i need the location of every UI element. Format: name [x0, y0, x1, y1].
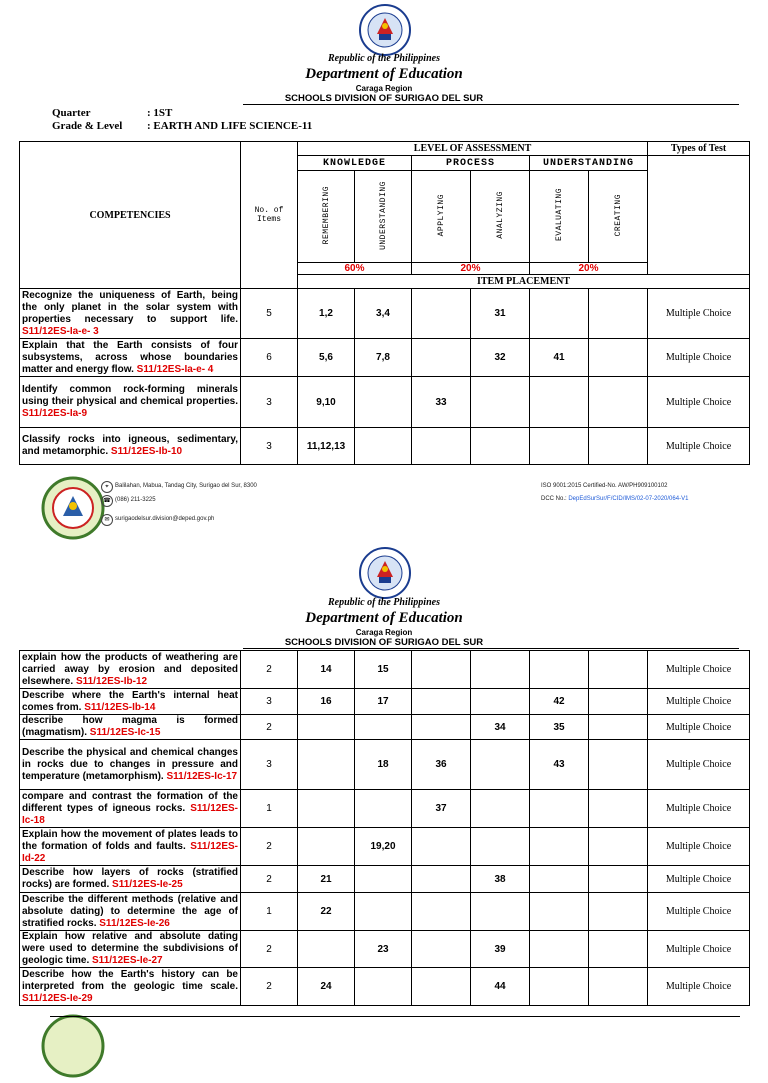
remembering-items: 9,10	[298, 377, 355, 428]
competency-row	[20, 339, 750, 377]
creating-items	[589, 715, 648, 740]
understanding-items: 17	[355, 689, 412, 715]
remembering-items: 1,2	[298, 289, 355, 339]
applying-items	[412, 651, 471, 689]
analyzing-items: 31	[471, 289, 530, 339]
tos-table-page-2	[19, 650, 750, 1006]
understanding-items	[355, 428, 412, 465]
tos-table-page-1	[19, 141, 750, 465]
analyzing-items	[471, 651, 530, 689]
competency-text: Explain how the movement of plates leads to the formation of folds and faults.	[22, 828, 238, 852]
creating-items	[589, 828, 648, 866]
items-count: 3	[241, 740, 298, 790]
competency-text: Describe how layers of rocks (stratified rocks) are formed.	[22, 867, 238, 890]
knowledge-percent: 60%	[298, 263, 412, 275]
analyzing-items	[471, 790, 530, 828]
items-count: 2	[241, 866, 298, 893]
test-type: Multiple Choice	[648, 968, 750, 1006]
creating-items	[589, 740, 648, 790]
competency-row	[20, 866, 750, 893]
republic-title-page-2: Republic of the Philippines	[328, 597, 440, 608]
creating-items	[589, 339, 648, 377]
analyzing-items: 38	[471, 866, 530, 893]
remembering-header: REMEMBERING	[321, 185, 331, 245]
competency-code: S11/12ES-Ic-18	[22, 802, 238, 826]
understanding-percent: 20%	[530, 263, 648, 275]
competency-row	[20, 651, 750, 689]
applying-items	[412, 968, 471, 1006]
competency-text: Identify common rock-forming minerals using their physical and chemical properties.	[22, 384, 238, 407]
grade-value: : EARTH AND LIFE SCIENCE-11	[147, 120, 313, 132]
footer-phone: (086) 211-3225	[115, 497, 156, 503]
competency-cell	[20, 893, 241, 931]
competency-text: Describe the different methods (relative and absolute dating) to determine the age of stratified rocks.	[22, 893, 238, 929]
evaluating-items	[530, 289, 589, 339]
test-type: Multiple Choice	[648, 740, 750, 790]
creating-header: CREATING	[613, 193, 623, 237]
items-count: 3	[241, 689, 298, 715]
test-type: Multiple Choice	[648, 689, 750, 715]
understanding-items: 23	[355, 931, 412, 968]
evaluating-items: 43	[530, 740, 589, 790]
test-type: Multiple Choice	[648, 289, 750, 339]
evaluating-items: 35	[530, 715, 589, 740]
items-count: 3	[241, 377, 298, 428]
test-type: Multiple Choice	[648, 866, 750, 893]
location-icon: ⌖	[101, 481, 113, 493]
department-title: Department of Education	[305, 66, 463, 82]
applying-items: 37	[412, 790, 471, 828]
creating-items	[589, 428, 648, 465]
evaluating-items	[530, 931, 589, 968]
remembering-items	[298, 828, 355, 866]
test-type: Multiple Choice	[648, 790, 750, 828]
competency-cell	[20, 931, 241, 968]
competency-row	[20, 289, 750, 339]
competency-cell	[20, 740, 241, 790]
evaluating-items	[530, 428, 589, 465]
competency-cell	[20, 689, 241, 715]
applying-items	[412, 289, 471, 339]
understanding-items: 3,4	[355, 289, 412, 339]
competency-row	[20, 828, 750, 866]
footer-iso: ISO 9001:2015 Certified-No. AW/PH909100102	[541, 483, 668, 489]
competency-code: S11/12ES-Id-22	[22, 840, 238, 864]
applying-items	[412, 893, 471, 931]
analyzing-items: 34	[471, 715, 530, 740]
understanding-items	[355, 893, 412, 931]
competency-code: S11/12ES-Ib-14	[84, 701, 156, 713]
footer-dcc	[541, 496, 688, 502]
process-percent: 20%	[412, 263, 530, 275]
analyzing-items	[471, 740, 530, 790]
competency-code: S11/12ES-Ie-25	[112, 879, 183, 890]
item-placement-header: ITEM PLACEMENT	[298, 275, 750, 289]
competency-code: S11/12ES-Ie-27	[92, 955, 163, 966]
understanding-items: 15	[355, 651, 412, 689]
competency-cell	[20, 828, 241, 866]
applying-items: 36	[412, 740, 471, 790]
competency-cell	[20, 651, 241, 689]
applying-items	[412, 828, 471, 866]
applying-items	[412, 866, 471, 893]
competency-cell	[20, 377, 241, 428]
items-count: 5	[241, 289, 298, 339]
test-type: Multiple Choice	[648, 339, 750, 377]
remembering-items: 11,12,13	[298, 428, 355, 465]
competency-cell	[20, 715, 241, 740]
items-count: 6	[241, 339, 298, 377]
remembering-items	[298, 740, 355, 790]
evaluating-items	[530, 968, 589, 1006]
types-header: Types of Test	[648, 142, 750, 156]
department-title-page-2: Department of Education	[305, 610, 463, 626]
applying-items: 33	[412, 377, 471, 428]
phone-icon: ☎	[101, 495, 113, 507]
creating-items	[589, 689, 648, 715]
competency-text: Describe where the Earth's internal heat comes from.	[22, 689, 238, 713]
test-type: Multiple Choice	[648, 828, 750, 866]
evaluating-items	[530, 828, 589, 866]
remembering-items	[298, 931, 355, 968]
understanding-items	[355, 377, 412, 428]
creating-items	[589, 289, 648, 339]
analyzing-items: 44	[471, 968, 530, 1006]
test-type: Multiple Choice	[648, 931, 750, 968]
competency-row	[20, 428, 750, 465]
competency-row	[20, 740, 750, 790]
understanding-items: 7,8	[355, 339, 412, 377]
evaluating-items	[530, 651, 589, 689]
analyzing-header: ANALYZING	[495, 191, 505, 239]
competency-text: Explain how relative and absolute dating were used to determine the subdivisions of geologic time.	[22, 931, 238, 966]
applying-items	[412, 931, 471, 968]
items-count: 2	[241, 828, 298, 866]
competency-cell	[20, 339, 241, 377]
competency-code: S11/12ES-Ia-e- 4	[136, 363, 214, 375]
creating-items	[589, 968, 648, 1006]
creating-items	[589, 790, 648, 828]
competency-code: S11/12ES-Ie-26	[99, 917, 170, 929]
remembering-items: 5,6	[298, 339, 355, 377]
competency-cell	[20, 968, 241, 1006]
competency-code: S11/12ES-Ic-17	[166, 770, 238, 782]
understanding-header: UNDERSTANDING	[530, 156, 648, 171]
remembering-items: 22	[298, 893, 355, 931]
quarter-value: : 1ST	[147, 107, 173, 119]
creating-items	[589, 866, 648, 893]
items-count: 3	[241, 428, 298, 465]
creating-items	[589, 651, 648, 689]
competency-text: Describe the physical and chemical changes in rocks due to changes in pressure and temperature (metamorphism).	[22, 746, 238, 782]
division-title-page-2: SCHOOLS DIVISION OF SURIGAO DEL SUR	[284, 637, 484, 648]
competency-row	[20, 715, 750, 740]
remembering-items: 14	[298, 651, 355, 689]
division-logo	[41, 476, 105, 540]
competency-code: S11/12ES-Ia-9	[22, 408, 88, 419]
understanding-items	[355, 968, 412, 1006]
test-type: Multiple Choice	[648, 651, 750, 689]
evaluating-items	[530, 893, 589, 931]
understanding-items: 18	[355, 740, 412, 790]
analyzing-items	[471, 377, 530, 428]
deped-seal	[357, 4, 413, 56]
footer-email: surigaodelsur.division@deped.gov.ph	[115, 516, 215, 522]
understanding-items	[355, 866, 412, 893]
competency-text: explain how the products of weathering are carried away by erosion and deposited elsewhere.	[22, 651, 238, 687]
applying-items	[412, 339, 471, 377]
items-count: 1	[241, 893, 298, 931]
items-count: 2	[241, 715, 298, 740]
competency-code: S11/12ES-Ib-10	[110, 446, 183, 457]
evaluating-items: 42	[530, 689, 589, 715]
knowledge-header: KNOWLEDGE	[298, 156, 412, 171]
republic-title: Republic of the Philippines	[328, 53, 440, 64]
remembering-items: 16	[298, 689, 355, 715]
region-title-page-2: Caraga Region	[355, 628, 413, 637]
competency-code: S11/12ES-Ie-29	[22, 992, 93, 1004]
competencies-header: COMPETENCIES	[20, 142, 241, 289]
remembering-items: 24	[298, 968, 355, 1006]
creating-items	[589, 931, 648, 968]
analyzing-items	[471, 689, 530, 715]
dcc-value: DepEdSurSur/F/CID/IMS/02-07-2020/064-V1	[568, 496, 689, 502]
competency-row	[20, 968, 750, 1006]
understanding-items	[355, 790, 412, 828]
competency-text: describe how magma is formed (magmatism).	[22, 715, 238, 738]
evaluating-items	[530, 866, 589, 893]
analyzing-items	[471, 428, 530, 465]
items-count: 2	[241, 651, 298, 689]
applying-items	[412, 689, 471, 715]
competency-text: Describe how the Earth's history can be interpreted from the geologic time scale.	[22, 968, 238, 992]
understanding-col-header: UNDERSTANDING	[378, 180, 388, 250]
understanding-items: 19,20	[355, 828, 412, 866]
applying-items	[412, 715, 471, 740]
test-type: Multiple Choice	[648, 893, 750, 931]
competency-row	[20, 893, 750, 931]
items-count: 2	[241, 931, 298, 968]
competency-row	[20, 931, 750, 968]
evaluating-header: EVALUATING	[554, 188, 564, 242]
test-type: Multiple Choice	[648, 715, 750, 740]
competency-code: S11/12ES-Ia-e- 3	[22, 325, 99, 337]
quarter-label: Quarter	[52, 107, 91, 119]
header-divider	[243, 104, 739, 105]
remembering-items	[298, 715, 355, 740]
process-header: PROCESS	[412, 156, 530, 171]
remembering-items: 21	[298, 866, 355, 893]
competency-text: Classify rocks into igneous, sedimentary, and metamorphic.	[22, 434, 238, 457]
items-header: No. of Items	[241, 142, 298, 289]
competency-code: S11/12ES-Ib-12	[75, 675, 148, 687]
competency-cell	[20, 289, 241, 339]
analyzing-items	[471, 828, 530, 866]
items-count: 1	[241, 790, 298, 828]
analyzing-items	[471, 893, 530, 931]
dcc-label: DCC No.:	[541, 496, 567, 502]
competency-text: compare and contrast the formation of the different types of igneous rocks.	[22, 790, 238, 814]
analyzing-items: 39	[471, 931, 530, 968]
footer-divider	[50, 1016, 740, 1017]
division-title: SCHOOLS DIVISION OF SURIGAO DEL SUR	[284, 93, 484, 104]
types-blank	[648, 156, 750, 275]
competency-cell	[20, 790, 241, 828]
competency-row	[20, 790, 750, 828]
email-icon: ✉	[101, 514, 113, 526]
understanding-items	[355, 715, 412, 740]
creating-items	[589, 377, 648, 428]
evaluating-items	[530, 377, 589, 428]
competency-cell	[20, 428, 241, 465]
test-type: Multiple Choice	[648, 428, 750, 465]
header-divider-page-2	[243, 648, 739, 649]
footer-address: Balilahan, Mabua, Tandag City, Surigao del Sur, 8300	[115, 483, 257, 489]
competency-row	[20, 377, 750, 428]
competency-text: Recognize the uniqueness of Earth, being the only planet in the solar system with properties necessary to support life.	[22, 289, 238, 325]
analyzing-items: 32	[471, 339, 530, 377]
competency-text: Explain that the Earth consists of four subsystems, across whose boundaries matter and energy flow.	[22, 339, 238, 375]
applying-items	[412, 428, 471, 465]
applying-header: APPLYING	[436, 193, 446, 237]
grade-label: Grade & Level	[52, 120, 123, 132]
test-type: Multiple Choice	[648, 377, 750, 428]
competency-row	[20, 689, 750, 715]
remembering-items	[298, 790, 355, 828]
level-header: LEVEL OF ASSESSMENT	[298, 142, 648, 156]
evaluating-items: 41	[530, 339, 589, 377]
competency-cell	[20, 866, 241, 893]
creating-items	[589, 893, 648, 931]
region-title: Caraga Region	[355, 84, 413, 93]
evaluating-items	[530, 790, 589, 828]
deped-seal-page-2	[357, 547, 413, 599]
items-count: 2	[241, 968, 298, 1006]
competency-code: S11/12ES-Ic-15	[89, 727, 161, 738]
